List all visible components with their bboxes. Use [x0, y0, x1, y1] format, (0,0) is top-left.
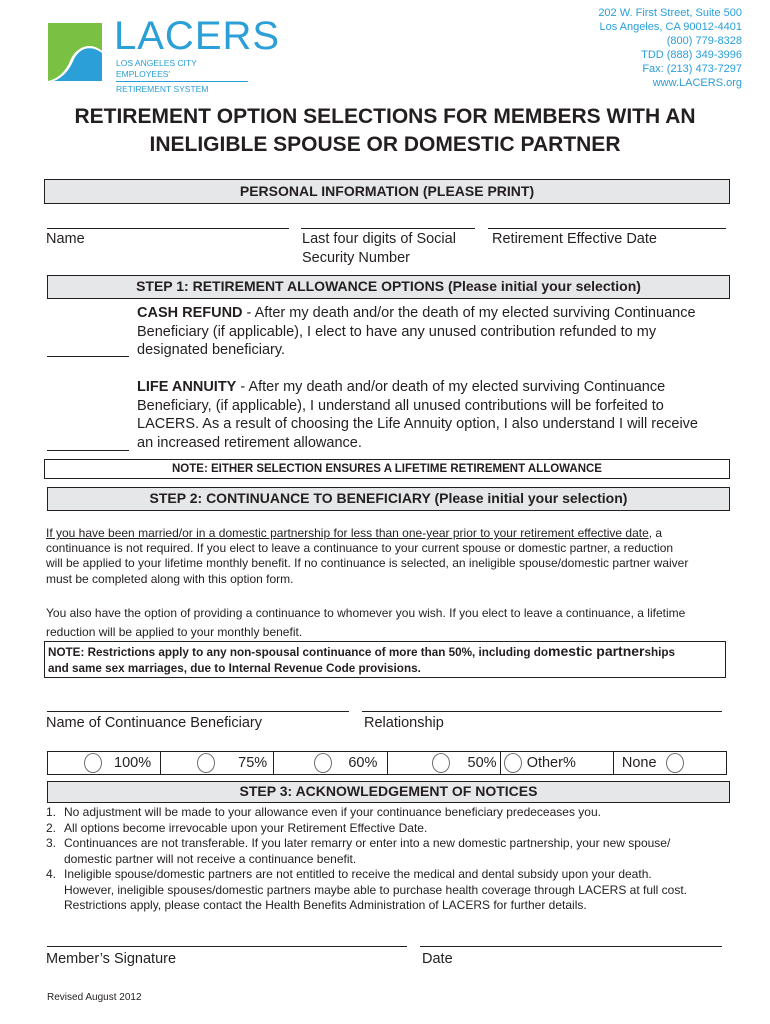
- retirement-date-field[interactable]: [488, 228, 726, 229]
- cash-refund-text: CASH REFUND - After my death and/or the death of my elected surviving Continuance Beneficiary (if applicable), I elect to have any unused contribution refunded to my designated beneficiary.: [137, 305, 696, 359]
- logo-wordmark: LACERS: [114, 14, 281, 58]
- address-block: [598, 6, 742, 91]
- relationship-label: Relationship: [364, 715, 444, 731]
- step2-paragraph-2: You also have the option of providing a continuance to whomever you wish. If you elect to leave a continuance, a lifetime reduction will be applied to your monthly benefit.: [46, 606, 686, 639]
- step2-note: NOTE: Restrictions apply to any non-spousal continuance of more than 50%, including domestic partnerships and same sex marriages, due to Internal Revenue Code provisions.: [44, 641, 726, 678]
- logo-subtitle: LOS ANGELES CITY EMPLOYEES' RETIREMENT SYSTEM: [116, 58, 248, 95]
- life-annuity-initial-field[interactable]: [47, 450, 129, 451]
- radio-circle-icon[interactable]: [504, 753, 522, 773]
- notices-list: [46, 805, 744, 914]
- list-item: 2. All options become irrevocable upon your Retirement Effective Date.: [46, 820, 428, 835]
- signature-date-label: Date: [422, 951, 453, 967]
- step3-header: STEP 3: ACKNOWLEDGEMENT OF NOTICES: [47, 781, 730, 803]
- radio-circle-icon[interactable]: [84, 753, 102, 773]
- cash-refund-initial-field[interactable]: [47, 356, 129, 357]
- option-60[interactable]: 60%: [274, 752, 387, 774]
- signature-date-field[interactable]: [420, 946, 722, 947]
- relationship-field[interactable]: [362, 711, 722, 712]
- tdd-line: TDD (888) 349-3996: [641, 49, 742, 62]
- step1-header: STEP 1: RETIREMENT ALLOWANCE OPTIONS (Please initial your selection): [47, 275, 730, 299]
- step1-note: NOTE: EITHER SELECTION ENSURES A LIFETIME RETIREMENT ALLOWANCE: [44, 459, 730, 479]
- page-title: RETIREMENT OPTION SELECTIONS FOR MEMBERS WITH AN INELIGIBLE SPOUSE OR DOMESTIC PARTNER: [74, 105, 696, 156]
- life-annuity-text: LIFE ANNUITY - After my death and/or death of my elected surviving Continuance Beneficiary, (if applicable), I understand all unused contributions will be forfeited to LACERS. As a result of choosing the Life Annuity option, I also understand I will receive an increased retirement allowance.: [137, 379, 698, 451]
- personal-info-header: PERSONAL INFORMATION (PLEASE PRINT): [44, 179, 730, 204]
- step2-paragraph-1: If you have been married/or in a domestic partnership for less than one-year prior to your retirement effective date, a continuance is not required. If you elect to leave a continuance to your current spouse or domestic partner, a reduction will be applied to your lifetime monthly benefit. If no continuance is selected, an ineligible spouse/domestic partner waiver must be completed along with this option form.: [46, 526, 689, 586]
- option-100[interactable]: 100%: [48, 752, 161, 774]
- list-item: 4. Ineligible spouse/domestic partners are not entitled to receive the medical and dental subsidy upon your death. However, ineligible spouses/domestic partners maybe able to purchase health coverage through LACERS at full cost. Restrictions apply, please contact the Health Benefits Administration of LACERS for further details.: [46, 867, 688, 912]
- option-other[interactable]: Other%: [501, 752, 614, 774]
- name-field[interactable]: [47, 228, 289, 229]
- fax-line: Fax: (213) 473-7297: [642, 63, 742, 76]
- option-50[interactable]: 50%: [388, 752, 501, 774]
- cash-refund-title: CASH REFUND: [137, 305, 243, 321]
- lacers-logo-icon: [46, 21, 104, 83]
- member-signature-field[interactable]: [47, 946, 407, 947]
- radio-circle-icon[interactable]: [432, 753, 450, 773]
- radio-circle-icon[interactable]: [314, 753, 332, 773]
- phone-line: (800) 779-8328: [666, 35, 742, 48]
- member-signature-label: Member’s Signature: [46, 951, 177, 967]
- revision-date: Revised August 2012: [47, 992, 142, 1003]
- ssn-field[interactable]: [301, 228, 475, 229]
- step2-header: STEP 2: CONTINUANCE TO BENEFICIARY (Please initial your selection): [47, 487, 730, 511]
- address-line: 202 W. First Street, Suite 500: [598, 7, 742, 19]
- continuance-percentage-options: [47, 751, 727, 775]
- life-annuity-title: LIFE ANNUITY: [137, 379, 237, 395]
- list-item: 1. No adjustment will be made to your allowance even if your continuance beneficiary predeceases you.: [46, 805, 601, 819]
- website-link[interactable]: www.LACERS.org: [652, 77, 742, 90]
- name-label: Name: [46, 231, 85, 247]
- list-item: 3. Continuances are not transferable. If you later remarry or enter into a new domestic partnership, your new spouse/ domestic partner will not receive a continuance benefit.: [46, 836, 671, 866]
- ssn-label: Last four digits of Social Security Number: [302, 231, 456, 266]
- address-line: Los Angeles, CA 90012-4401: [599, 21, 742, 34]
- retirement-date-label: Retirement Effective Date: [492, 231, 657, 247]
- radio-circle-icon[interactable]: [666, 753, 684, 773]
- option-75[interactable]: 75%: [161, 752, 274, 774]
- radio-circle-icon[interactable]: [197, 753, 215, 773]
- beneficiary-name-label: Name of Continuance Beneficiary: [46, 715, 263, 731]
- beneficiary-name-field[interactable]: [47, 711, 349, 712]
- option-none[interactable]: None: [614, 752, 726, 774]
